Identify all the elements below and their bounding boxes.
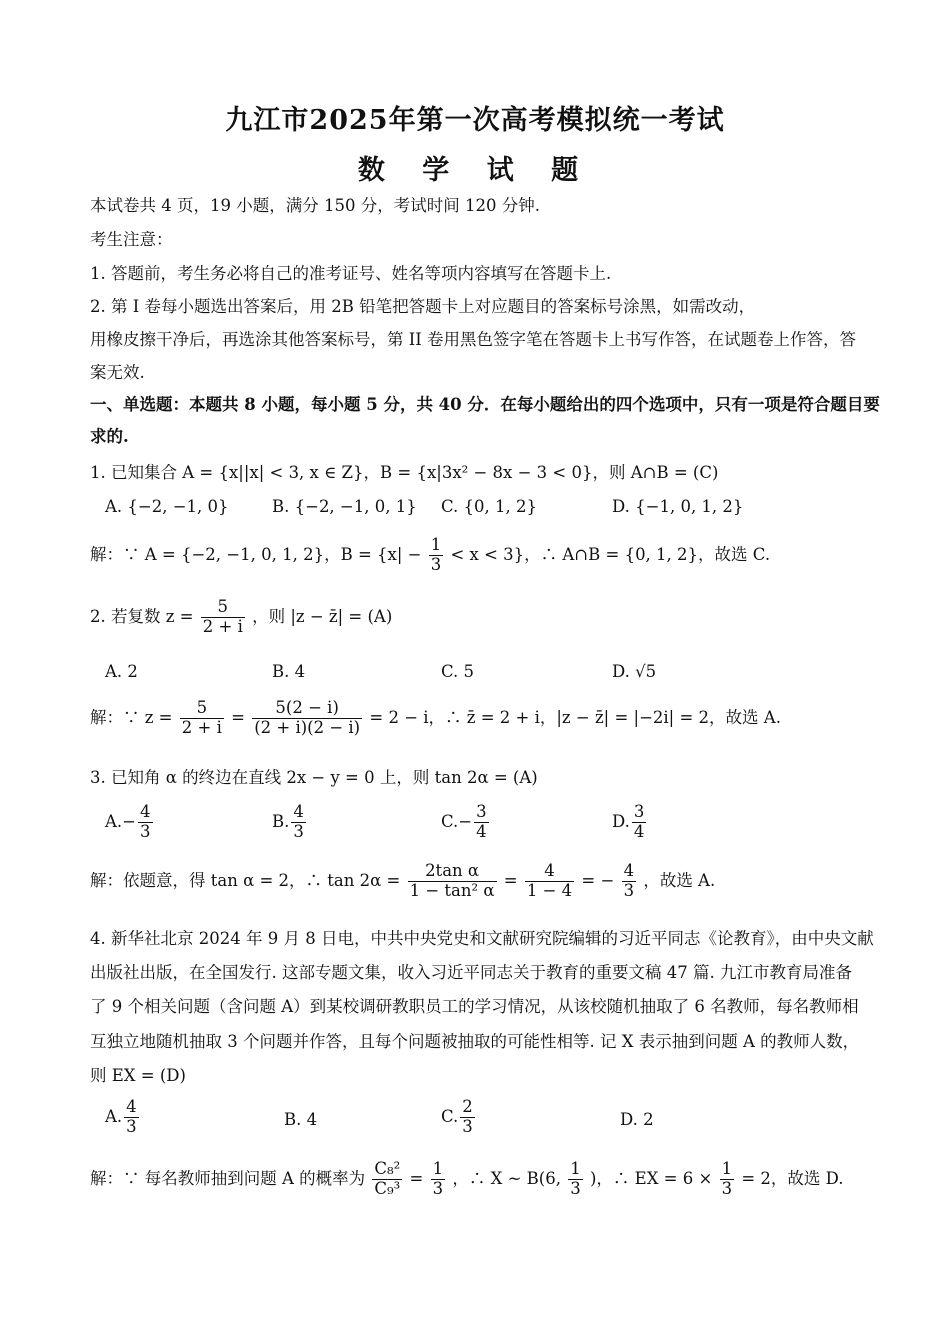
q2-solution bbox=[90, 699, 781, 738]
q1-option-a: A. {−2, −1, 0} bbox=[105, 497, 229, 516]
q4-sol-fraction-2 bbox=[431, 1160, 446, 1199]
q2-sol-f2-den: (2 + i)(2 − i) bbox=[254, 717, 361, 737]
subject-title: 数 学 试 题 bbox=[357, 155, 593, 186]
q4-para-1: 4. 新华社北京 2024 年 9 月 8 日电，中共中央党史和文献研究院编辑的习近平同志《论教育》，由中央文献 bbox=[90, 929, 874, 948]
q2-stem-a: 2. 若复数 z = bbox=[90, 606, 194, 626]
section-heading-cont: 求的. bbox=[90, 427, 129, 446]
notice-2c: 案无效. bbox=[90, 363, 145, 382]
q4-opt-c-den: 3 bbox=[462, 1116, 473, 1136]
q4-para-5: 则 EX = (D) bbox=[90, 1066, 186, 1085]
q3-opt-c-fraction bbox=[474, 803, 489, 842]
q4-sol-fraction-1 bbox=[372, 1160, 402, 1199]
q2-sol-f2-num: 5(2 − i) bbox=[252, 699, 362, 719]
q4-sol-f2-num: 1 bbox=[432, 1159, 444, 1178]
q3-option-c bbox=[441, 803, 491, 842]
q3-opt-d-fraction bbox=[632, 803, 647, 842]
q4-opt-c-num: 2 bbox=[462, 1097, 473, 1116]
q3-opt-c-num: 3 bbox=[476, 802, 487, 821]
q3-opt-a-den: 3 bbox=[140, 821, 151, 841]
section-heading: 一、单选题：本题共 8 小题，每小题 5 分，共 40 分．在每小题给出的四个选项中，只有一项是符合题目要 bbox=[90, 395, 880, 414]
q1-sol-num: 1 bbox=[430, 535, 442, 554]
q4-opt-c-label: C. bbox=[441, 1106, 459, 1126]
q3-sol-f3-den: 3 bbox=[623, 880, 635, 900]
q4-sol-f3-den: 3 bbox=[570, 1178, 581, 1198]
notice-2b: 用橡皮擦干净后，再选涂其他答案标号，第 II 卷用黑色签字笔在答题卡上书写作答，在试题卷上作答，答 bbox=[90, 330, 857, 349]
notice-1: 1. 答题前，考生务必将自己的准考证号、姓名等项内容填写在答题卡上. bbox=[90, 264, 612, 283]
q3-sol-f1-den: 1 − tan² α bbox=[409, 880, 495, 900]
q4-sol-b: ，∴ X ~ B(6, bbox=[452, 1168, 561, 1188]
q4-para-4: 互独立地随机抽取 3 个问题并作答，且每个问题被抽取的可能性相等. 记 X 表示抽到问题 A 的教师人数， bbox=[90, 1032, 860, 1051]
q4-sol-fraction-4 bbox=[720, 1160, 735, 1199]
q4-sol-f1-num: C₈² bbox=[374, 1159, 401, 1178]
q3-option-b bbox=[272, 803, 308, 842]
q1-stem: 1. 已知集合 A = {x||x| < 3, x ∈ Z}，B = {x|3x² − 8x − 3 < 0}，则 A∩B = (C) bbox=[90, 463, 719, 482]
q3-option-a bbox=[105, 803, 155, 842]
q1-sol-b: < x < 3}，∴ A∩B = {0, 1, 2}，故选 C. bbox=[450, 544, 771, 564]
q1-sol-den: 3 bbox=[430, 554, 442, 574]
q4-sol-c: )，∴ EX = 6 × bbox=[589, 1168, 713, 1188]
q2-stem-den: 2 + i bbox=[202, 616, 243, 636]
q4-solution bbox=[90, 1160, 844, 1199]
q2-option-a: A. 2 bbox=[105, 662, 138, 681]
q1-option-b: B. {−2, −1, 0, 1} bbox=[272, 497, 417, 516]
q4-opt-a-num: 4 bbox=[126, 1097, 137, 1116]
q4-sol-d: = 2，故选 D. bbox=[741, 1168, 844, 1188]
q3-opt-a-num: 4 bbox=[140, 802, 151, 821]
q4-sol-f2-den: 3 bbox=[432, 1178, 444, 1198]
q4-sol-eq: = bbox=[409, 1168, 424, 1188]
q3-sol-eq2: = − bbox=[581, 870, 615, 890]
q1-solution bbox=[90, 536, 770, 575]
q4-opt-c-fraction bbox=[460, 1098, 475, 1137]
q4-sol-f4-num: 1 bbox=[721, 1159, 733, 1178]
q4-opt-a-label: A. bbox=[105, 1106, 123, 1126]
q3-sol-fraction-2 bbox=[525, 862, 574, 901]
q3-opt-d-label: D. bbox=[612, 811, 630, 831]
q3-sol-fraction-1 bbox=[408, 862, 497, 901]
q3-opt-c-label: C. bbox=[441, 811, 459, 831]
q3-opt-d-den: 4 bbox=[633, 821, 645, 841]
q2-sol-fraction-2 bbox=[252, 699, 362, 738]
q4-option-a bbox=[105, 1098, 141, 1137]
q4-para-3: 了 9 个相关问题（含问题 A）到某校调研教职员工的学习情况，从该校随机抽取了 6 名教师，每名教师相 bbox=[90, 997, 859, 1016]
q2-sol-a: 解：∵ z = bbox=[90, 707, 173, 727]
q2-option-b: B. 4 bbox=[272, 662, 306, 681]
q4-opt-a-den: 3 bbox=[126, 1116, 137, 1136]
q3-opt-c-sign: − bbox=[458, 811, 473, 831]
q4-para-2: 出版社出版，在全国发行. 这部专题文集，收入习近平同志关于教育的重要文稿 47 篇. 九江市教育局准备 bbox=[90, 963, 852, 982]
q4-sol-a: 解：∵ 每名教师抽到问题 A 的概率为 bbox=[90, 1168, 366, 1188]
q3-sol-eq1: = bbox=[503, 870, 518, 890]
q3-opt-a-fraction bbox=[138, 803, 153, 842]
exam-summary: 本试卷共 4 页，19 小题，满分 150 分，考试时间 120 分钟. bbox=[90, 196, 540, 215]
q3-sol-b: ，故选 A. bbox=[643, 870, 716, 890]
q3-opt-c-den: 4 bbox=[476, 821, 487, 841]
q3-opt-b-den: 3 bbox=[293, 821, 304, 841]
q3-sol-f2-num: 4 bbox=[525, 862, 574, 882]
q3-option-d bbox=[612, 803, 648, 842]
q2-option-c: C. 5 bbox=[441, 662, 475, 681]
q2-stem-num: 5 bbox=[201, 598, 245, 618]
q1-sol-fraction bbox=[429, 536, 444, 575]
q4-option-c bbox=[441, 1098, 477, 1137]
notice-title: 考生注意： bbox=[90, 230, 173, 249]
q3-solution bbox=[90, 862, 715, 901]
q2-sol-fraction-1 bbox=[180, 699, 224, 738]
q3-opt-b-label: B. bbox=[272, 811, 290, 831]
q3-stem: 3. 已知角 α 的终边在直线 2x − y = 0 上，则 tan 2α = (A) bbox=[90, 768, 538, 787]
q4-option-d: D. 2 bbox=[620, 1110, 654, 1129]
q3-sol-f2-den: 1 − 4 bbox=[526, 880, 573, 900]
q2-sol-f1-den: 2 + i bbox=[181, 717, 222, 737]
q4-option-b: B. 4 bbox=[284, 1110, 318, 1129]
q3-sol-a: 解：依题意，得 tan α = 2，∴ tan 2α = bbox=[90, 870, 401, 890]
q4-sol-f1-den: C₉³ bbox=[374, 1178, 401, 1198]
q4-opt-a-fraction bbox=[124, 1098, 139, 1137]
q4-sol-f3-num: 1 bbox=[570, 1159, 581, 1178]
q3-opt-a-sign: − bbox=[122, 811, 136, 831]
q2-stem-fraction bbox=[201, 598, 245, 637]
q1-option-d: D. {−1, 0, 1, 2} bbox=[612, 497, 744, 516]
q3-opt-d-num: 3 bbox=[633, 802, 645, 821]
q1-option-c: C. {0, 1, 2} bbox=[441, 497, 537, 516]
q3-opt-a-label: A. bbox=[105, 811, 123, 831]
q4-sol-fraction-3 bbox=[568, 1160, 583, 1199]
q1-sol-a: 解：∵ A = {−2, −1, 0, 1, 2}，B = {x| − bbox=[90, 544, 422, 564]
q4-sol-f4-den: 3 bbox=[721, 1178, 733, 1198]
q2-sol-eq: = bbox=[231, 707, 245, 727]
q3-opt-b-num: 4 bbox=[293, 802, 304, 821]
q2-stem-b: ，则 |z − z̄| = (A) bbox=[252, 606, 393, 626]
notice-2a: 2. 第 I 卷每小题选出答案后，用 2B 铅笔把答题卡上对应题目的答案标号涂黑，如需改动， bbox=[90, 297, 756, 316]
exam-title: 九江市2025年第一次高考模拟统一考试 bbox=[225, 105, 725, 136]
q3-sol-f1-num: 2tan α bbox=[408, 862, 497, 882]
q3-sol-f3-num: 4 bbox=[623, 861, 635, 880]
q3-sol-fraction-3 bbox=[622, 862, 637, 901]
q2-option-d: D. √5 bbox=[612, 662, 657, 681]
q2-sol-b: = 2 − i，∴ z̄ = 2 + i，|z − z̄| = |−2i| = 2，故选 A. bbox=[369, 707, 781, 727]
q3-opt-b-fraction bbox=[291, 803, 306, 842]
q2-stem bbox=[90, 598, 392, 637]
q2-sol-f1-num: 5 bbox=[180, 699, 224, 719]
